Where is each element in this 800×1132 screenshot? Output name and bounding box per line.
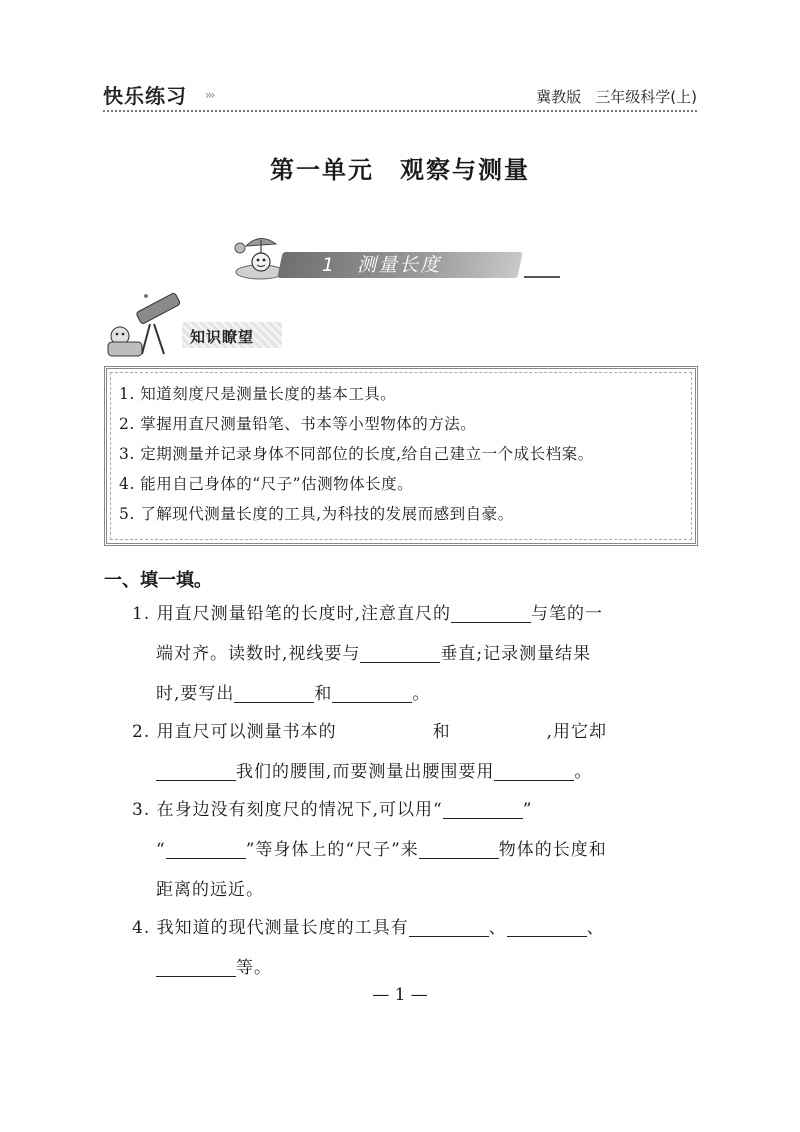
list-item: 4. 能用自己身体的“尺子”估测物体长度。 bbox=[119, 475, 414, 493]
answer-blank[interactable] bbox=[156, 958, 236, 977]
knowledge-box bbox=[104, 366, 698, 546]
page-header bbox=[103, 78, 697, 112]
q2-text: 我们的腰围,而要测量出腰围要用 bbox=[236, 762, 495, 782]
answer-blank[interactable] bbox=[360, 644, 440, 663]
answer-blank[interactable] bbox=[166, 840, 246, 859]
lesson-underline bbox=[524, 276, 560, 278]
q1-text: 1. 用直尺测量铅笔的长度时,注意直尺的 bbox=[132, 604, 452, 624]
q4-text: 、 bbox=[586, 918, 605, 938]
answer-blank[interactable] bbox=[451, 604, 531, 623]
answer-blank[interactable] bbox=[234, 684, 314, 703]
q2-text: ,用它却 bbox=[546, 722, 608, 742]
q3-text: ” bbox=[522, 800, 533, 820]
telescope-icon bbox=[106, 290, 190, 362]
q1-text: 垂直;记录测量结果 bbox=[440, 644, 592, 664]
answer-blank[interactable] bbox=[419, 840, 499, 859]
header-edition-grade bbox=[536, 86, 697, 107]
unit-name: 观察与测量 bbox=[400, 156, 530, 184]
q3-text: ”等身体上的“尺子”来 bbox=[245, 840, 419, 860]
list-item: 5. 了解现代测量长度的工具,为科技的发展而感到自豪。 bbox=[119, 505, 514, 523]
q3-text: “ bbox=[156, 840, 166, 860]
unit-number: 第一单元 bbox=[270, 156, 374, 184]
question-4 bbox=[132, 908, 692, 988]
knowledge-label: 知识瞭望 bbox=[190, 328, 255, 346]
answer-blank[interactable] bbox=[507, 918, 587, 937]
unit-title bbox=[0, 150, 800, 185]
section-title: 一、填一填。 bbox=[104, 570, 212, 591]
series-title: 快乐练习 bbox=[103, 84, 187, 108]
edition-label: 冀教版 bbox=[536, 88, 582, 106]
chevron-right-icon: ››› bbox=[205, 88, 214, 102]
question-3 bbox=[132, 790, 692, 910]
q2-text: 2. 用直尺可以测量书本的 bbox=[132, 722, 337, 742]
answer-blank[interactable] bbox=[156, 762, 236, 781]
q2-text: 。 bbox=[574, 762, 593, 782]
q3-text: 物体的长度和 bbox=[498, 840, 607, 860]
list-item: 1. 知道刻度尺是测量长度的基本工具。 bbox=[119, 385, 397, 403]
lesson-title: 1 测量长度 bbox=[322, 254, 442, 276]
q2-text: 和 bbox=[432, 722, 451, 742]
q1-text: 端对齐。读数时,视线要与 bbox=[156, 644, 361, 664]
q3-text: 距离的远近。 bbox=[156, 880, 264, 900]
page-number: — 1 — bbox=[372, 985, 428, 1005]
grade-label: 三年级科学(上) bbox=[595, 88, 697, 106]
knowledge-list bbox=[107, 369, 695, 529]
list-item: 2. 掌握用直尺测量铅笔、书本等小型物体的方法。 bbox=[119, 415, 477, 433]
answer-blank[interactable] bbox=[494, 762, 574, 781]
answer-blank[interactable] bbox=[332, 684, 412, 703]
q4-text: 4. 我知道的现代测量长度的工具有 bbox=[132, 918, 409, 938]
q4-text: 等。 bbox=[236, 958, 272, 978]
q1-text: 和 bbox=[314, 684, 333, 704]
knowledge-heading bbox=[106, 290, 306, 362]
answer-blank[interactable] bbox=[443, 800, 523, 819]
q1-text: 。 bbox=[412, 684, 431, 704]
question-2 bbox=[132, 712, 692, 792]
q1-text: 时,要写出 bbox=[156, 684, 235, 704]
q1-text: 与笔的一 bbox=[531, 604, 604, 624]
question-1 bbox=[132, 594, 692, 714]
list-item: 3. 定期测量并记录身体不同部位的长度,给自己建立一个成长档案。 bbox=[119, 445, 594, 463]
q4-text: 、 bbox=[488, 918, 507, 938]
lesson-banner bbox=[232, 232, 562, 280]
q3-text: 3. 在身边没有刻度尺的情况下,可以用“ bbox=[132, 800, 443, 820]
answer-blank[interactable] bbox=[409, 918, 489, 937]
